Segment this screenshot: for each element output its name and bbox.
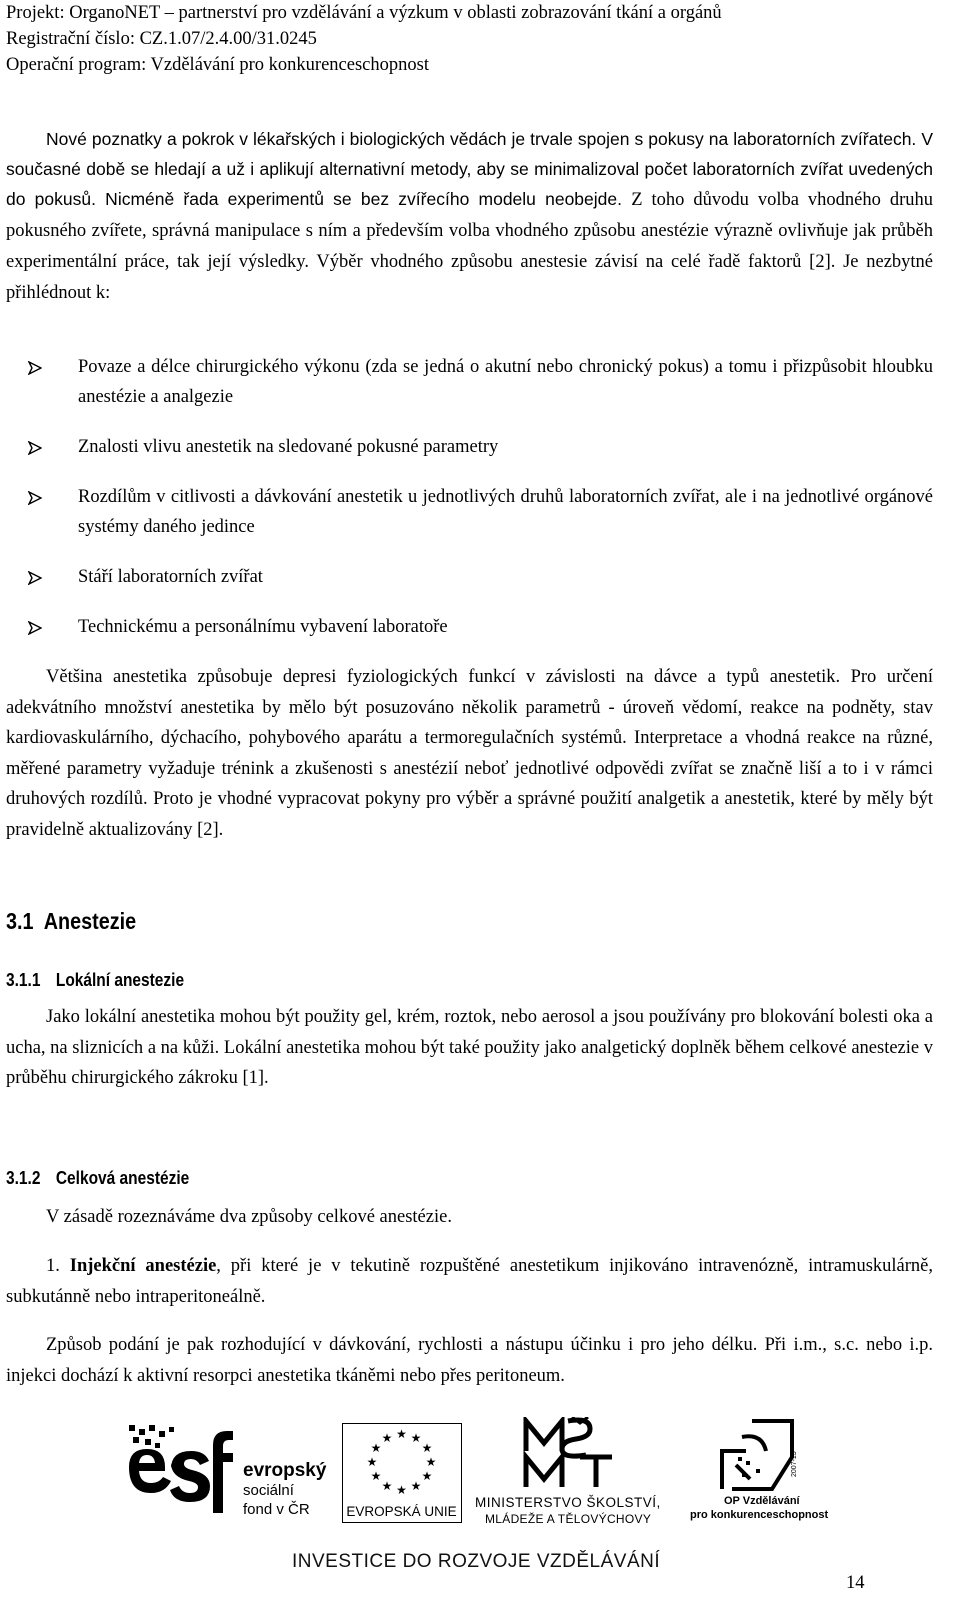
esf-line-3: fond v ČR	[243, 1501, 310, 1518]
numbered-item-injection	[6, 1251, 933, 1312]
op-caption-1: OP Vzdělávání	[724, 1495, 800, 1507]
arrow-bullet-icon	[28, 361, 42, 375]
list-item	[6, 432, 933, 462]
intro-text-3: Výběr vhodného způsobu anestesie závisí na celé řadě faktorů [2].	[316, 252, 836, 272]
msmt-caption-2: MLÁDEŽE A TĚLOVÝCHOVY	[485, 1512, 652, 1526]
header-program-line: Operační program: Vzdělávání pro konkurenceschopnost	[6, 55, 429, 75]
paragraph-local-anesthesia-text: Jako lokální anestetika mohou být použity gel, krém, roztok, nebo aerosol a jsou používány pro blokování bolesti oka a ucha, na sliznicích a na kůži. Lokální anestetika mohou být také použity jako analgetický doplněk během celkové anestezie v průběhu chirurgického zákroku [1].	[6, 1007, 933, 1088]
intro-text-2: Z toho důvodu volba vhodného druhu pokusného zvířete, správná manipulace s ním a především volba vhodného způsobu anestézie výrazně ovlivňuje jak průběh experimentální práce, tak její výsledky.	[6, 190, 933, 272]
list-item	[6, 562, 933, 592]
section-number: 3.1	[6, 908, 34, 934]
svg-text:★: ★	[410, 1431, 422, 1445]
section-number: 3.1.2	[6, 1168, 41, 1188]
paragraph-local-anesthesia	[6, 1002, 933, 1094]
msmt-logo-icon	[520, 1417, 630, 1489]
factor-list	[6, 352, 933, 642]
op-logo	[712, 1417, 802, 1493]
svg-text:★: ★	[410, 1479, 422, 1493]
esf-caption-lower	[243, 1481, 310, 1519]
section-heading-3-1-1	[6, 970, 184, 991]
list-item-text: Technickému a personálnímu vybavení laboratoře	[78, 617, 448, 637]
arrow-bullet-icon	[28, 571, 42, 585]
section-title: Celková anestézie	[55, 1168, 190, 1188]
arrow-bullet-icon	[28, 491, 42, 505]
esf-line-2: sociální	[243, 1482, 294, 1499]
esf-logo	[125, 1423, 235, 1523]
paragraph-anesthetics-text: Většina anestetika způsobuje depresi fyziologických funkcí v závislosti na dávce a typů anestetik. Pro určení adekvátního množství anestetika by mělo být posuzováno několik parametrů - úroveň vědomí, reakce na podněty, stav kardiovaskulárního, dýchacího, pohybového aparátu a termoregulačních systémů. Interpretace a vhodná reakce na různé, měřené parametry vyžaduje trénink a zkušenosti s anestézií neboť jednotlivé odpovědi zvířat se značně liší a to i v rámci druhových rozdílů. Proto je vhodné vypracovat pokyny pro výběr a správné použití analgetik a anestetik, které by měly být pravidelně aktualizovány [2].	[6, 667, 933, 840]
svg-text:★: ★	[381, 1479, 393, 1493]
paragraph-administration-text: Způsob podání je pak rozhodující v dávkování, rychlosti a nástupu účinku i pro jeho délku. Při i.m., s.c. nebo i.p. injekci dochází k aktivní resorpci anestetika tkáněmi nebo přes peritoneum.	[6, 1335, 933, 1386]
paragraph-general-intro-text: V zásadě rozeznáváme dva způsoby celkové anestézie.	[46, 1207, 452, 1227]
svg-text:★: ★	[421, 1469, 433, 1483]
section-title: Lokální anestezie	[55, 970, 185, 990]
section-number: 3.1.1	[6, 970, 41, 990]
page-number: 14	[846, 1573, 865, 1593]
header-registration-line: Registrační číslo: CZ.1.07/2.4.00/31.0245	[6, 29, 317, 49]
list-item-text: Povaze a délce chirurgického výkonu (zda se jedná o akutní nebo chronický pokus) a tomu i přizpůsobit hloubku anestézie a analgezie	[78, 357, 933, 407]
svg-text:★: ★	[421, 1441, 433, 1455]
paragraph-general-intro	[6, 1202, 933, 1233]
header-project-line: Projekt: OrganoNET – partnerství pro vzdělávání a výzkum v oblasti zobrazování tkání a orgánů	[6, 3, 722, 23]
svg-text:★: ★	[396, 1427, 407, 1441]
list-item-text: Rozdílům v citlivosti a dávkování anestetik u jednotlivých druhů laboratorních zvířat, ale i na jednotlivé orgánové systémy daného jedince	[78, 487, 933, 537]
section-heading-3-1	[6, 908, 136, 935]
footer-logos	[0, 1415, 960, 1613]
paragraph-administration	[6, 1330, 933, 1391]
intro-text-4: Je nezbytné přihlédnout k:	[6, 252, 934, 303]
list-item	[6, 612, 933, 642]
esf-line-1: evropský	[243, 1460, 327, 1481]
item-bold-term: Injekční anestézie	[69, 1256, 217, 1276]
investment-slogan: INVESTICE DO ROZVOJE VZDĚLÁVÁNÍ	[292, 1551, 661, 1572]
op-caption-2: pro konkurenceschopnost	[690, 1509, 829, 1521]
list-item-text: Stáří laboratorních zvířat	[78, 567, 263, 587]
project-header	[6, 0, 946, 78]
op-logo-icon	[712, 1417, 802, 1493]
svg-text:★: ★	[366, 1455, 378, 1469]
eu-flag	[342, 1423, 462, 1523]
paragraph-anesthetics	[6, 662, 933, 845]
eu-stars-icon	[343, 1424, 460, 1501]
arrow-bullet-icon	[28, 621, 42, 635]
svg-text:★: ★	[370, 1469, 382, 1483]
esf-logo-icon	[125, 1423, 235, 1523]
op-years: 2007-13	[791, 1451, 798, 1477]
list-item	[6, 482, 933, 542]
item-text: , při které je v tekutině rozpuštěné anestetikum injikováno intravenózně, intramuskulárně, subkutánně nebo intraperitoneálně.	[6, 1256, 933, 1307]
svg-text:★: ★	[381, 1431, 393, 1445]
section-heading-3-1-2	[6, 1168, 189, 1189]
svg-text:★: ★	[370, 1441, 382, 1455]
svg-text:★: ★	[396, 1483, 407, 1497]
intro-text-1: Nové poznatky a pokrok v lékařských i biologických vědách je trvale spojen s pokusy na laboratorních zvířatech. V současné době se hledají a už i aplikují alternativní metody, aby se minimalizoval počet laboratorních zvířat uvedených do pokusů. Nicméně řada experimentů se bez zvířecího modelu neobejde.	[6, 129, 933, 209]
list-item-text: Znalosti vlivu anestetik na sledované pokusné parametry	[78, 437, 499, 457]
list-item	[6, 352, 933, 412]
svg-text:★: ★	[425, 1455, 437, 1469]
msmt-caption-1: MINISTERSTVO ŠKOLSTVÍ,	[475, 1495, 661, 1510]
msmt-logo	[520, 1417, 630, 1489]
section-title: Anestezie	[43, 908, 137, 934]
arrow-bullet-icon	[28, 441, 42, 455]
eu-label: EVROPSKÁ UNIE	[346, 1504, 457, 1519]
esf-caption	[243, 1461, 326, 1481]
item-number: 1.	[46, 1256, 60, 1276]
intro-paragraph	[6, 124, 933, 308]
